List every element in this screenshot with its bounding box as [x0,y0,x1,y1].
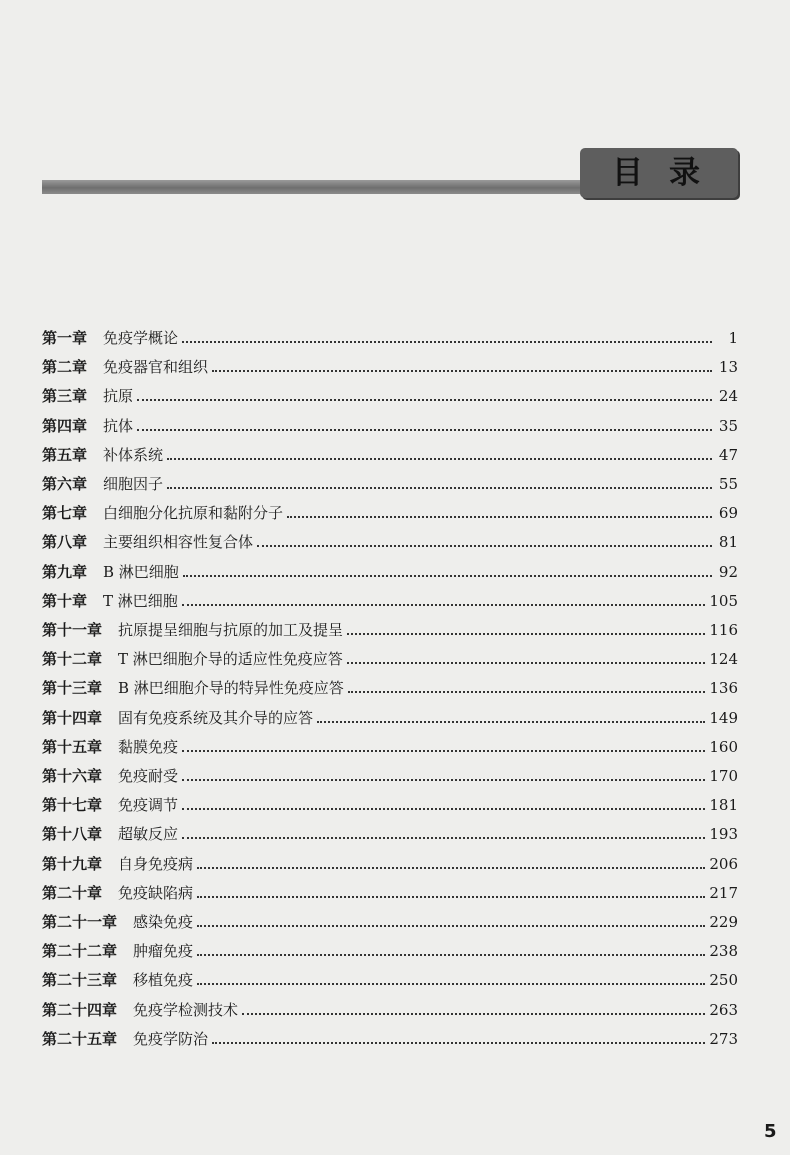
toc-entry[interactable] [42,935,738,961]
chapter-number: 第二十二章 [42,942,118,961]
toc-entry[interactable] [42,439,738,465]
page-ref: 273 [709,1029,738,1048]
page-ref: 55 [718,475,738,493]
page-ref: 206 [709,854,738,873]
toc-entry[interactable] [42,468,738,494]
dot-leader [197,963,705,985]
toc-entry[interactable] [42,848,738,874]
chapter-title: 肿瘤免疫 [133,942,194,961]
chapter-title: 固有免疫系统及其介导的应答 [118,708,314,727]
chapter-title: 免疫器官和组织 [103,358,209,377]
chapter-number: 第八章 [42,533,88,552]
chapter-title: 黏膜免疫 [118,737,179,756]
chapter-title: 抗原提呈细胞与抗原的加工及提呈 [118,621,344,639]
page-ref: 193 [709,825,738,844]
page-ref: 229 [709,913,738,931]
page-number: 5 [764,1121,777,1142]
chapter-title: 免疫学检测技术 [133,1000,239,1019]
chapter-number: 第四章 [42,416,88,435]
page-ref: 69 [718,504,738,523]
page-ref: 47 [718,445,738,464]
dot-leader [182,321,712,343]
dot-leader [137,379,712,401]
page-ref: 149 [709,708,738,727]
page-ref: 13 [718,358,738,377]
chapter-title: 白细胞分化抗原和黏附分子 [103,504,284,523]
chapter-number: 第十二章 [42,650,103,669]
chapter-title: 免疫学概论 [103,329,179,347]
dot-leader [197,905,705,927]
chapter-number: 第二十章 [42,883,103,902]
toc-entry[interactable] [42,964,738,990]
page-ref: 105 [709,591,738,610]
page-ref: 170 [709,767,738,785]
page-ref: 250 [709,971,738,990]
chapter-title: 移植免疫 [133,971,194,990]
dot-leader [347,613,705,635]
chapter-title: T 淋巴细胞介导的适应性免疫应答 [118,650,343,669]
toc-entry[interactable] [42,789,738,815]
chapter-number: 第十七章 [42,796,103,815]
page-ref: 1 [728,329,738,347]
chapter-number: 第二十三章 [42,971,118,990]
dot-leader [317,701,705,723]
chapter-title: T 淋巴细胞 [103,591,178,610]
chapter-title: 细胞因子 [103,475,164,493]
page-ref: 263 [709,1000,738,1019]
dot-leader [212,350,712,372]
chapter-title: B 淋巴细胞 [103,562,179,581]
page-ref: 116 [709,621,738,639]
chapter-number: 第六章 [42,475,88,493]
chapter-number: 第十九章 [42,854,103,873]
chapter-number: 第十六章 [42,767,103,785]
chapter-title: 补体系统 [103,445,164,464]
dot-leader [182,759,705,781]
dot-leader [182,584,706,606]
dot-leader [137,409,712,431]
toc-entry[interactable] [42,556,738,582]
chapter-number: 第五章 [42,445,88,464]
toc-entry[interactable] [42,643,738,669]
page-ref: 24 [718,387,738,406]
page-ref: 238 [709,942,738,961]
chapter-number: 第二十五章 [42,1029,118,1048]
page-ref: 92 [718,562,738,581]
chapter-title: 超敏反应 [118,825,179,844]
dot-leader [348,671,706,693]
toc-entry[interactable] [42,702,738,728]
chapter-title: 自身免疫病 [118,854,194,873]
dot-leader [347,642,706,664]
dot-leader [287,496,712,518]
chapter-number: 第十八章 [42,825,103,844]
chapter-number: 第十五章 [42,737,103,756]
chapter-number: 第十章 [42,591,88,610]
dot-leader [257,525,712,547]
toc-entry[interactable] [42,818,738,844]
dot-leader [242,993,705,1015]
toc-entry[interactable] [42,731,738,757]
dot-leader [182,788,705,810]
toc-entry[interactable] [42,585,738,611]
chapter-title: 主要组织相容性复合体 [103,533,254,552]
toc-entry[interactable] [42,906,738,932]
page-ref: 35 [718,416,738,435]
toc-entry[interactable] [42,1023,738,1049]
dot-leader [197,934,705,956]
page-ref: 124 [709,650,738,669]
toc-entry[interactable] [42,672,738,698]
toc-entry[interactable] [42,380,738,406]
chapter-number: 第二章 [42,358,88,377]
toc-entry[interactable] [42,877,738,903]
chapter-title: 抗原 [103,387,134,406]
toc-entry[interactable] [42,994,738,1020]
dot-leader [197,876,705,898]
dot-leader [212,1022,705,1044]
toc-entry[interactable] [42,497,738,523]
chapter-title: 抗体 [103,416,134,435]
chapter-title: 免疫调节 [118,796,179,815]
chapter-title: 免疫缺陷病 [118,883,194,902]
toc-entry[interactable] [42,351,738,377]
chapter-number: 第七章 [42,504,88,523]
dot-leader [197,847,705,869]
chapter-number: 第十一章 [42,621,103,639]
dot-leader [167,467,712,489]
page-ref: 217 [709,883,738,902]
toc-heading: 目录 [612,155,726,191]
page-ref: 81 [718,533,738,552]
dot-leader [167,438,712,460]
page-ref: 136 [709,679,738,698]
chapter-title: 感染免疫 [133,913,194,931]
chapter-number: 第十三章 [42,679,103,698]
dot-leader [183,555,712,577]
chapter-title: B 淋巴细胞介导的特异性免疫应答 [118,679,344,698]
dot-leader [182,817,705,839]
chapter-number: 第九章 [42,562,88,581]
chapter-number: 第二十一章 [42,913,118,931]
page-ref: 160 [709,737,738,756]
toc-entry[interactable] [42,760,738,786]
chapter-number: 第一章 [42,329,88,347]
chapter-title: 免疫耐受 [118,767,179,785]
page-ref: 181 [709,796,738,815]
chapter-number: 第十四章 [42,708,103,727]
chapter-number: 第二十四章 [42,1000,118,1019]
dot-leader [182,730,705,752]
chapter-number: 第三章 [42,387,88,406]
toc-entry[interactable] [42,526,738,552]
chapter-title: 免疫学防治 [133,1029,209,1048]
toc-entry[interactable] [42,322,738,348]
toc-entry[interactable] [42,410,738,436]
toc-entry[interactable] [42,614,738,640]
